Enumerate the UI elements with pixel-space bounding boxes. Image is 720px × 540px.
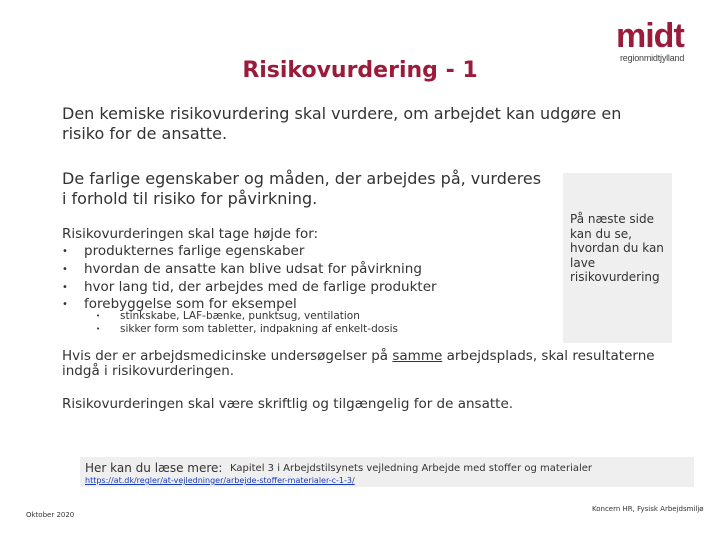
p3-text-end: arbejdsplads, skal resultaterne indgå i risikovurderingen. bbox=[62, 348, 655, 379]
reference-label: Her kan du læse mere: bbox=[85, 461, 223, 475]
reference-text: Kapitel 3 i Arbejdstilsynets vejledning Arbejde med stoffer og materialer bbox=[230, 463, 593, 474]
reference-link[interactable]: https://at.dk/regler/at-vejledninger/arbejde-stoffer-materialer-c-1-3/ bbox=[85, 476, 355, 485]
considerations-intro: Risikovurderingen skal tage højde for: bbox=[62, 226, 319, 242]
sub-list-item: • sikker form som tabletter, indpakning af enkelt-dosis bbox=[96, 323, 398, 336]
sub-list-item: • stinkskabe, LAF-bænke, punktsug, ventilation bbox=[96, 310, 398, 323]
midt-logo: midt bbox=[616, 17, 684, 55]
list-item: • produkternes farlige egenskaber bbox=[62, 243, 437, 261]
list-item: • hvor lang tid, der arbejdes med de farlige produkter bbox=[62, 279, 437, 297]
side-note-text: På næste side kan du se, hvordan du kan lave risikovurdering bbox=[570, 212, 664, 284]
footer-department: Koncern HR, Fysisk Arbejdsmiljø bbox=[592, 505, 704, 513]
paragraph-risk-intro: Den kemiske risikovurdering skal vurdere, om arbejdet kan udgøre en risiko for de ansatte. bbox=[62, 104, 622, 143]
p3-underlined-word: samme bbox=[392, 348, 443, 364]
paragraph-hazard-properties: De farlige egenskaber og måden, der arbejdes på, vurderes i forhold til risiko for påvirkning. bbox=[62, 169, 542, 208]
footer-date: Oktober 2020 bbox=[26, 511, 75, 519]
paragraph-written-requirement: Risikovurderingen skal være skriftlig og tilgængelig for de ansatte. bbox=[62, 396, 514, 412]
list-item: • hvordan de ansatte kan blive udsat for påvirkning bbox=[62, 261, 437, 279]
considerations-list bbox=[62, 243, 437, 314]
prevention-examples-list bbox=[96, 310, 398, 336]
list-item: • forebyggelse som for eksempel bbox=[62, 296, 437, 314]
slide-title: Risikovurdering - 1 bbox=[242, 58, 478, 83]
p3-text-start: Hvis der er arbejdsmedicinske undersøgelser på bbox=[62, 348, 393, 364]
midt-logo-subtitle: regionmidtjylland bbox=[620, 53, 685, 63]
paragraph-medical-exams bbox=[62, 349, 662, 379]
